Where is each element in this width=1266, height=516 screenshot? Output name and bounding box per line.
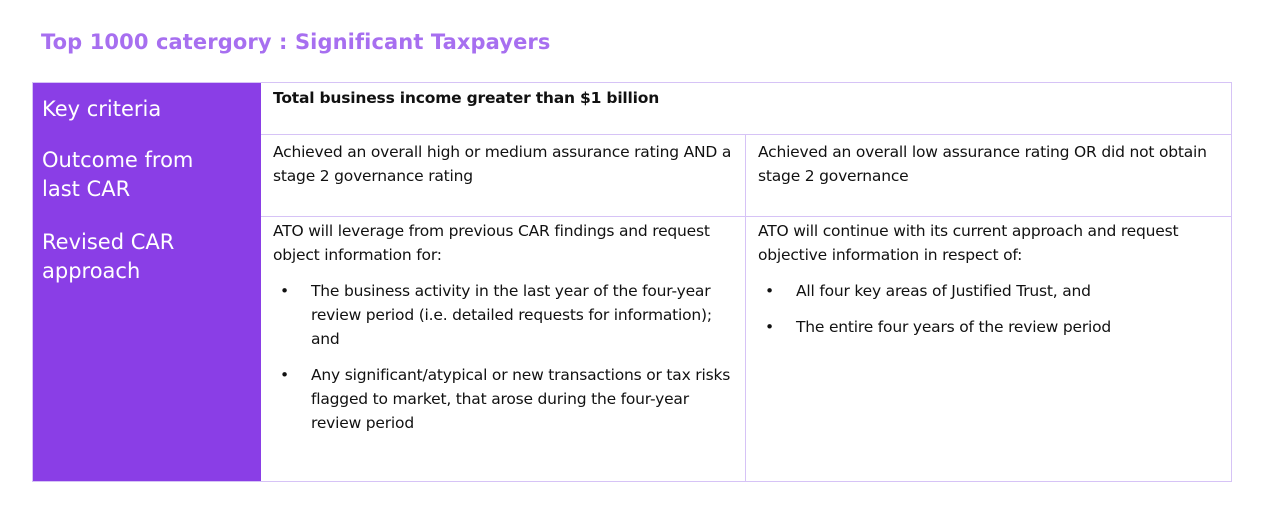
row-header-approach: Revised CAR approach — [42, 230, 175, 283]
list-item: • All four key areas of Justified Trust, and — [758, 279, 1220, 303]
row-header-outcome: Outcome from last CAR — [42, 148, 194, 201]
row-divider — [261, 216, 1231, 217]
approach-left — [273, 219, 735, 435]
row-header-key-criteria: Key criteria — [42, 97, 162, 121]
row-divider — [261, 134, 1231, 135]
approach-right-intro: ATO will continue with its current approach and request objective information in respect of: — [758, 222, 1179, 264]
list-item: • Any significant/atypical or new transactions or tax risks flagged to market, that arose during the four-year review period — [273, 363, 735, 435]
list-item: • The business activity in the last year of the four-year review period (i.e. detailed requests for information); and — [273, 279, 735, 351]
outcome-high-medium: Achieved an overall high or medium assurance rating AND a stage 2 governance rating — [273, 143, 732, 185]
outcome-low: Achieved an overall low assurance rating OR did not obtain stage 2 governance — [758, 143, 1207, 185]
row-header-column — [33, 83, 261, 481]
approach-left-intro: ATO will leverage from previous CAR findings and request object information for: — [273, 222, 710, 264]
column-divider — [745, 134, 746, 481]
approach-left-list — [273, 279, 735, 435]
criteria-table — [32, 82, 1232, 482]
approach-right-list — [758, 279, 1220, 339]
key-criteria-value: Total business income greater than $1 billion — [273, 89, 660, 107]
approach-right — [758, 219, 1220, 339]
page-title: Top 1000 catergory : Significant Taxpayers — [41, 30, 551, 54]
list-item: • The entire four years of the review period — [758, 315, 1220, 339]
